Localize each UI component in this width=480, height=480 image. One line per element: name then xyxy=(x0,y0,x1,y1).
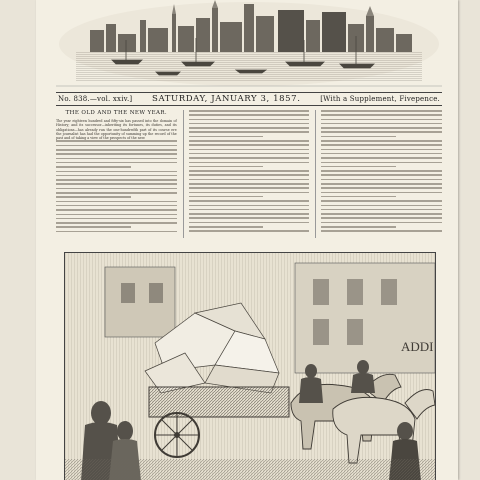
article-opening-text: The year eighteen hundred and fifty-six has passed into the domain of History; and its successor—inheriting its fortunes, its duties, and its obligations—has already run the one-hundredth part of its course ere the journalist has had the opportunity of summing up the record of the past and of taking a view of the prospects of the new. xyxy=(56,119,177,141)
print-line xyxy=(189,187,310,189)
print-line xyxy=(321,157,442,159)
print-line xyxy=(321,209,442,211)
print-line xyxy=(189,157,310,159)
print-line xyxy=(56,166,131,168)
print-line xyxy=(321,217,442,219)
print-line xyxy=(56,175,177,177)
print-line xyxy=(321,192,442,194)
print-line xyxy=(56,192,177,194)
print-line xyxy=(189,174,310,176)
print-line xyxy=(321,222,442,224)
print-line xyxy=(56,162,177,164)
print-line xyxy=(321,123,442,125)
column-2 xyxy=(183,110,310,238)
print-line xyxy=(321,162,442,164)
print-line xyxy=(56,231,177,233)
print-line xyxy=(56,179,177,181)
print-line xyxy=(56,214,177,216)
print-line xyxy=(189,144,310,146)
print-line xyxy=(189,110,310,112)
print-line xyxy=(189,205,310,207)
print-line xyxy=(321,170,442,172)
print-line xyxy=(56,171,177,173)
supplement-note: [With a Supplement, Fivepence. xyxy=(320,95,440,103)
print-line xyxy=(56,158,177,160)
print-line xyxy=(321,183,442,185)
print-line xyxy=(189,213,310,215)
print-line xyxy=(189,119,310,121)
print-line xyxy=(56,188,177,190)
print-line xyxy=(189,192,310,194)
print-line xyxy=(56,183,177,185)
shop-sign-text: ADDI xyxy=(401,339,434,354)
issue-date: SATURDAY, JANUARY 3, 1857. xyxy=(152,94,301,104)
print-line xyxy=(189,153,310,155)
print-line xyxy=(189,170,310,172)
column-3-body xyxy=(321,110,442,232)
print-line xyxy=(56,222,177,224)
print-line xyxy=(56,140,177,142)
print-line xyxy=(189,114,310,116)
print-line xyxy=(56,145,177,147)
street-scene-engraving xyxy=(65,253,435,480)
column-3 xyxy=(315,110,442,238)
print-line xyxy=(189,222,310,224)
print-line xyxy=(189,183,310,185)
print-line xyxy=(189,136,264,138)
print-line xyxy=(321,131,442,133)
print-line xyxy=(189,123,310,125)
print-line xyxy=(321,144,442,146)
column-1-body xyxy=(56,140,177,232)
print-line xyxy=(321,226,396,228)
print-line xyxy=(56,196,131,198)
article-columns xyxy=(56,110,442,238)
harbor-cityscape-art xyxy=(56,0,442,88)
print-line xyxy=(56,218,177,220)
engraved-illustration xyxy=(64,252,436,480)
print-line xyxy=(321,149,442,151)
print-line xyxy=(189,230,310,232)
dateline-bar xyxy=(56,92,442,106)
newspaper-page xyxy=(36,0,458,480)
print-line xyxy=(321,110,442,112)
print-line xyxy=(56,205,177,207)
print-line xyxy=(321,166,396,168)
print-line xyxy=(189,166,264,168)
print-line xyxy=(321,140,442,142)
masthead-engraving xyxy=(56,0,442,88)
print-line xyxy=(321,196,396,198)
print-line xyxy=(189,127,310,129)
print-line xyxy=(189,200,310,202)
print-line xyxy=(321,114,442,116)
print-line xyxy=(189,179,310,181)
print-line xyxy=(321,200,442,202)
print-line xyxy=(189,209,310,211)
print-line xyxy=(321,230,442,232)
print-line xyxy=(189,162,310,164)
issue-number: No. 838.—vol. xxiv.] xyxy=(58,95,133,103)
print-line xyxy=(321,187,442,189)
print-line xyxy=(56,153,177,155)
print-line xyxy=(321,127,442,129)
print-line xyxy=(321,174,442,176)
print-line xyxy=(189,140,310,142)
article-headline: THE OLD AND THE NEW YEAR. xyxy=(65,110,168,116)
print-line xyxy=(56,149,177,151)
column-1 xyxy=(56,110,177,238)
column-2-body xyxy=(189,110,310,232)
print-line xyxy=(189,196,264,198)
print-line xyxy=(189,226,264,228)
print-line xyxy=(189,131,310,133)
print-line xyxy=(321,136,396,138)
print-line xyxy=(56,209,177,211)
print-line xyxy=(189,149,310,151)
print-line xyxy=(321,213,442,215)
print-line xyxy=(56,201,177,203)
print-line xyxy=(189,217,310,219)
print-line xyxy=(321,205,442,207)
print-line xyxy=(56,226,131,228)
print-line xyxy=(321,179,442,181)
print-line xyxy=(321,119,442,121)
print-line xyxy=(321,153,442,155)
